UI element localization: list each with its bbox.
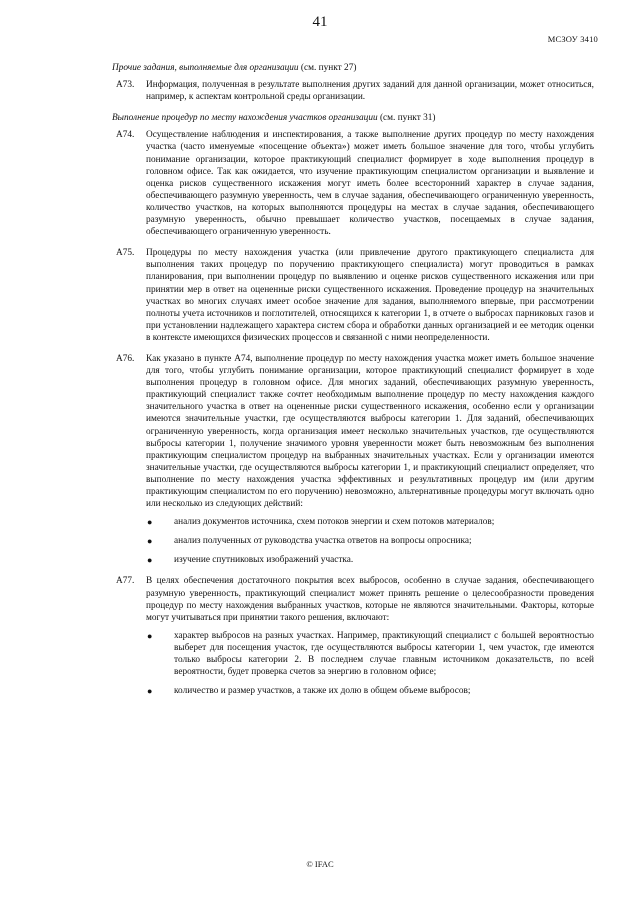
bullet-list (146, 630, 594, 697)
list-item-text: изучение спутниковых изображений участка. (174, 555, 354, 566)
list-item (146, 685, 594, 697)
bullet-list (146, 516, 594, 566)
paragraph-number: А73. (116, 80, 135, 91)
list-item-text: анализ документов источника, схем потоков энергии и схем потоков материалов; (174, 517, 495, 528)
paragraph-text: Информация, полученная в результате выполнения других заданий для данной организации, может относиться, например, к аспектам контрольной среды организации. (146, 80, 594, 103)
copyright-footer: © IFAC (306, 859, 334, 869)
paragraph-number: А75. (116, 248, 135, 259)
page-number: 41 (312, 14, 328, 30)
bullet-icon: ● (147, 630, 153, 641)
bullet-icon: ● (147, 536, 153, 547)
paragraph-text: В целях обеспечения достаточного покрытия всех выбросов, особенно в случае задания, обеспечивающего разумную уверенность, практикующий специалист может принять решение о целесообразности проведения процедур по месту нахождения выбранных участков, которые не являются значительными. Факторы, которые могут учитываться при принятии такого решения, включают: (146, 576, 594, 623)
paragraph-text: Осуществление наблюдения и инспектирования, а также выполнение других процедур по месту нахождения участка (часто именуемые «посещение объекта») может иметь большое значение для того, чтобы углубить понимание организации, которое практикующий специалист формирует в ходе выполнения процедур в головном офисе. Так как ожидается, что изучение практикующим специалистом организации и выявление и оценка рисков существенного искажения могут иметь более всесторонний характер в случае задания, обеспечивающего разумную уверенность, чем в случае задания, обеспечивающего ограниченную уверенность, количество участков, на которых выполняются процедуры на местах в случае задания, обеспечивающего разумную уверенность, обычно превышает количество участков, посещаемых в случае задания, обеспечивающего ограниченную уверенность. (146, 130, 594, 238)
list-item-text: анализ полученных от руководства участка ответов на вопросы опросника; (174, 536, 472, 547)
paragraph-a77 (116, 575, 594, 697)
paragraph-a75 (116, 247, 594, 344)
bullet-icon: ● (147, 517, 153, 528)
section-title: Выполнение процедур по месту нахождения участков организации (112, 113, 378, 124)
list-item-text: характер выбросов на разных участках. Например, практикующий специалист с большей вероятностью выберет для посещения участок, где осуществляются выбросы категории 1, чем участок, где имеются только выбросы категории 2. В последнем случае главным источником доказательств, по всей вероятности, будет проверка счетов за энергию в головном офисе; (174, 630, 594, 678)
list-item (146, 554, 594, 566)
document-code: МСЗОУ 3410 (547, 34, 598, 44)
list-item (146, 535, 594, 547)
section-heading-other-tasks (112, 62, 594, 74)
section-title: Прочие задания, выполняемые для организации (112, 63, 299, 73)
paragraph-a74 (116, 129, 594, 238)
list-item-text: количество и размер участков, а также их долю в общем объеме выбросов; (174, 686, 471, 697)
section-reference: (см. пункт 27) (300, 63, 357, 73)
bullet-icon: ● (147, 555, 153, 566)
list-item (146, 630, 594, 678)
paragraph-number: А74. (116, 130, 135, 141)
list-item (146, 516, 594, 528)
paragraph-a73 (116, 79, 594, 103)
paragraph-number: А76. (116, 353, 135, 364)
paragraph-text: Как указано в пункте А74, выполнение процедур по месту нахождения участка может иметь большое значение для того, чтобы углубить понимание организации, которое практикующий специалист формирует в ходе выполнения процедур в головном офисе. Для многих заданий, обеспечивающих разумную уверенность, практикующий специалист также сочтет необходимым выполнение процедур по месту нахождения каждого значительного участка в ответ на оцененные риски существенного искажения, особенно если у организации имеются значительные участки, где осуществляются выбросы категории 1. Для заданий, обеспечивающих ограниченную уверенность, когда организация имеет несколько значительных участков, где осуществляются выбросы категории 1, получение значимого уровня уверенности может быть невозможным без выполнения практикующим специалистом процедур на выбранных значительных участках. Если у организации имеются значительные участки, где осуществляются выбросы категории 1, и практикующий специалист определяет, что выполнение по месту нахождения участка эффективных и результативных процедур им (или другим практикующим специалистом по его поручению) невозможно, альтернативные процедуры могут включать одно или несколько из следующих действий: (146, 353, 594, 510)
section-heading-site-procedures (112, 112, 594, 124)
paragraph-text: Процедуры по месту нахождения участка (или привлечение другого практикующего специалиста для выполнения таких процедур по поручению практикующего специалиста) могут проводиться в рамках планирования, при выполнении процедур по выявлению и оценке рисков существенного искажения или при принятии мер в ответ на оцененные риски существенного искажения. Проведение процедур на значительных участках во многих случаях имеет особое значение для задания, выполняемого впервые, при рассмотрении полноты учета источников и поглотителей, относящихся к категории 1, в отчете о выбросах парниковых газов и при установлении надлежащего характера систем сбора и обработки данных организацией и ее методик оценки в контексте имеющихся физических процессов и связанной с ними неопределенности. (146, 248, 594, 343)
bullet-icon: ● (147, 686, 153, 697)
section-reference: (см. пункт 31) (379, 113, 436, 124)
paragraph-a76 (116, 353, 594, 567)
page-content (112, 62, 594, 706)
paragraph-number: А77. (116, 576, 135, 587)
